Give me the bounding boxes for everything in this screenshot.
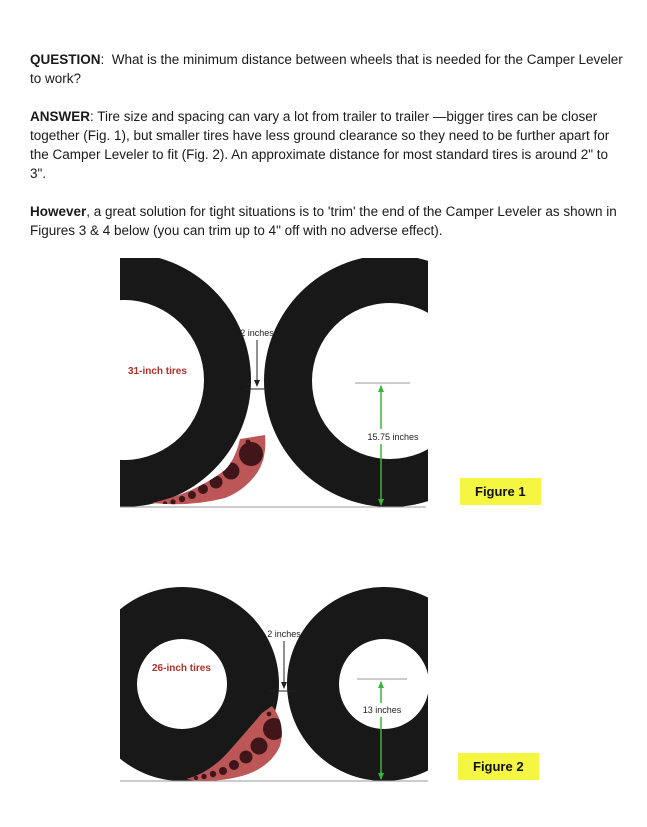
question-label: QUESTION: [30, 52, 101, 67]
answer-text: : Tire size and spacing can vary a lot from trailer to trailer —bigger tires can be closer together (Fig. 1), but smaller tires have less ground clearance so they need to be further apart for the Camper Leveler to fit (Fig. 2). An approximate distance for most standard tires is around 2" to 3".: [30, 109, 614, 181]
figure-1-caption: Figure 1: [460, 478, 541, 505]
question-paragraph: [30, 50, 627, 88]
tire-size-label: 31-inch tires: [128, 366, 187, 377]
height-label: 15.75 inches: [367, 432, 419, 442]
note-text: , a great solution for tight situations is to 'trim' the end of the Camper Leveler as shown in Figures 3 & 4 below (you can trim up to 4" off with no adverse effect).: [30, 204, 621, 238]
height-label: 13 inches: [362, 705, 402, 715]
answer-paragraph: [30, 107, 624, 183]
note-label: However: [30, 204, 87, 219]
figure-2-caption: Figure 2: [458, 753, 539, 780]
gap-label: 2 inches: [240, 328, 274, 338]
gap-label: 2 inches: [267, 629, 301, 639]
note-paragraph: [30, 202, 624, 240]
figure-2-diagram: [120, 575, 428, 790]
left-tire-hub: [137, 639, 227, 729]
answer-label: ANSWER: [30, 109, 90, 124]
tire-size-label: 26-inch tires: [152, 663, 211, 674]
question-text: : What is the minimum distance between wheels that is needed for the Camper Leveler to work?: [30, 52, 627, 86]
figure-1-diagram: [120, 258, 428, 515]
faq-text-block: [30, 50, 627, 259]
